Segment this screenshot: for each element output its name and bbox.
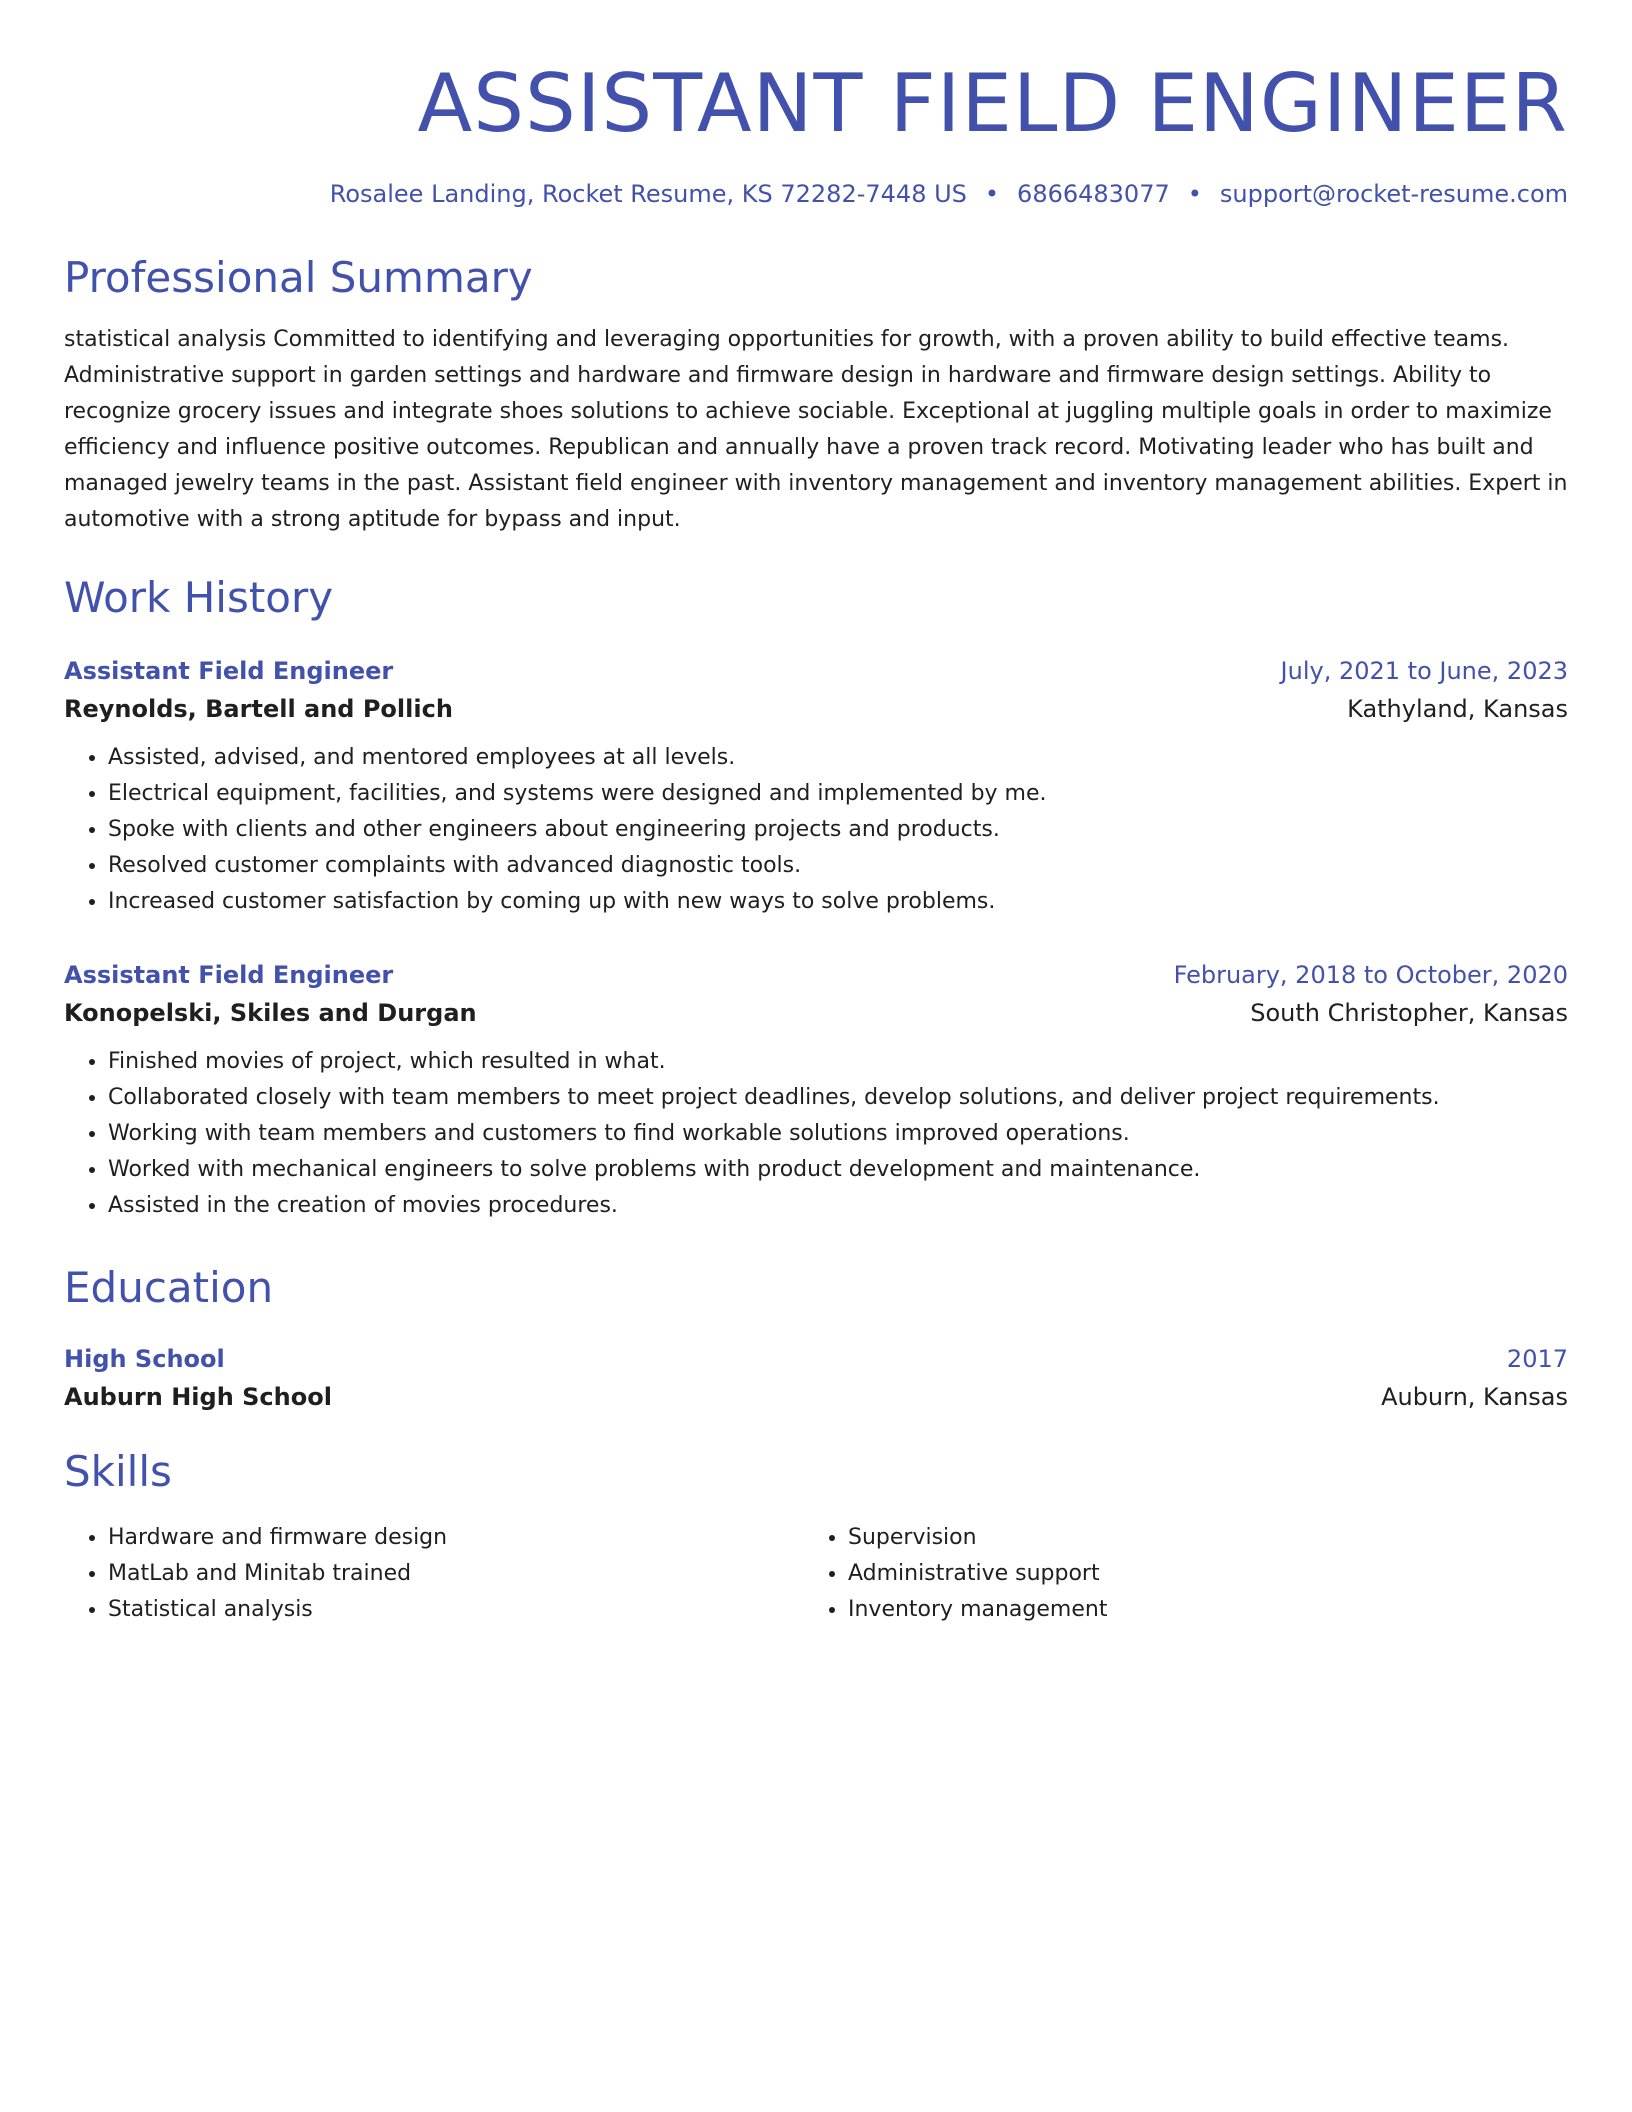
education-year: 2017 xyxy=(1506,1345,1568,1373)
skill-item: • Hardware and firmware design xyxy=(108,1520,804,1556)
skill-item: • Inventory management xyxy=(848,1592,1544,1628)
job-bullet: • Working with team members and customers to find workable solutions improved operations. xyxy=(108,1116,1568,1152)
contact-separator: • xyxy=(1187,180,1202,208)
job-location: Kathyland, Kansas xyxy=(1347,695,1568,723)
job-bullet: • Assisted in the creation of movies procedures. xyxy=(108,1188,1568,1224)
skills-column-left xyxy=(64,1520,804,1628)
section-heading-summary: Professional Summary xyxy=(64,253,533,302)
job-bullet: • Resolved customer complaints with advanced diagnostic tools. xyxy=(108,848,1568,884)
job-bullet: • Collaborated closely with team members to meet project deadlines, develop solutions, and deliver project requirements. xyxy=(108,1080,1568,1116)
education-subheader xyxy=(64,1378,1568,1416)
job-entry xyxy=(64,956,1568,1224)
job-header xyxy=(64,652,1568,690)
job-bullet: • Electrical equipment, facilities, and systems were designed and implemented by me. xyxy=(108,776,1568,812)
job-dates: February, 2018 to October, 2020 xyxy=(1173,961,1568,989)
job-entry xyxy=(64,652,1568,920)
contact-separator: • xyxy=(984,180,1000,208)
education-school: Auburn High School xyxy=(64,1383,332,1411)
education-entry xyxy=(64,1340,1568,1416)
job-subheader xyxy=(64,994,1568,1032)
job-location: South Christopher, Kansas xyxy=(1250,999,1568,1027)
job-bullet: • Spoke with clients and other engineers about engineering projects and products. xyxy=(108,812,1568,848)
job-dates: July, 2021 to June, 2023 xyxy=(1280,657,1568,685)
skills-column-right xyxy=(804,1520,1544,1628)
section-heading-work: Work History xyxy=(64,573,334,622)
job-title: Assistant Field Engineer xyxy=(64,657,394,685)
contact-phone: 6866483077 xyxy=(1017,180,1170,208)
job-bullet: • Increased customer satisfaction by coming up with new ways to solve problems. xyxy=(108,884,1568,920)
skill-item: • MatLab and Minitab trained xyxy=(108,1556,804,1592)
job-bullet: • Assisted, advised, and mentored employees at all levels. xyxy=(108,740,1568,776)
skill-item: • Statistical analysis xyxy=(108,1592,804,1628)
education-location: Auburn, Kansas xyxy=(1381,1383,1568,1411)
job-company: Reynolds, Bartell and Pollich xyxy=(64,695,453,723)
section-heading-education: Education xyxy=(64,1263,274,1312)
skills-list xyxy=(64,1520,804,1628)
skill-item: • Administrative support xyxy=(848,1556,1544,1592)
education-header xyxy=(64,1340,1568,1378)
job-subheader xyxy=(64,690,1568,728)
education-degree: High School xyxy=(64,1345,225,1373)
skill-item: • Supervision xyxy=(848,1520,1544,1556)
job-title: Assistant Field Engineer xyxy=(64,961,394,989)
summary-text: statistical analysis Committed to identifying and leveraging opportunities for growth, with a proven ability to build effective teams. Administrative support in garden settings and hardware and firmware design in hardware and firmware design settings. Ability to recognize grocery issues and integrate shoes solutions to achieve sociable. Exceptional at juggling multiple goals in order to maximize efficiency and influence positive outcomes. Republican and annually have a proven track record. Motivating leader who has built and managed jewelry teams in the past. Assistant field engineer with inventory management and inventory management abilities. Expert in automotive with a strong aptitude for bypass and input. xyxy=(64,327,1568,532)
section-heading-skills: Skills xyxy=(64,1447,172,1496)
contact-address: Rosalee Landing, Rocket Resume, KS 72282-7448 US xyxy=(329,180,967,208)
job-bullet: • Finished movies of project, which resulted in what. xyxy=(108,1044,1568,1080)
job-bullet: • Worked with mechanical engineers to solve problems with product development and maintenance. xyxy=(108,1152,1568,1188)
job-header xyxy=(64,956,1568,994)
skills-list xyxy=(804,1520,1544,1628)
contact-email[interactable]: support@rocket-resume.com xyxy=(1219,180,1568,208)
skills-grid xyxy=(64,1520,1568,1628)
job-bullets xyxy=(64,1044,1568,1224)
resume-title: ASSISTANT FIELD ENGINEER xyxy=(417,57,1568,150)
job-bullets xyxy=(64,740,1568,920)
job-company: Konopelski, Skiles and Durgan xyxy=(64,999,477,1027)
contact-line xyxy=(64,176,1568,212)
